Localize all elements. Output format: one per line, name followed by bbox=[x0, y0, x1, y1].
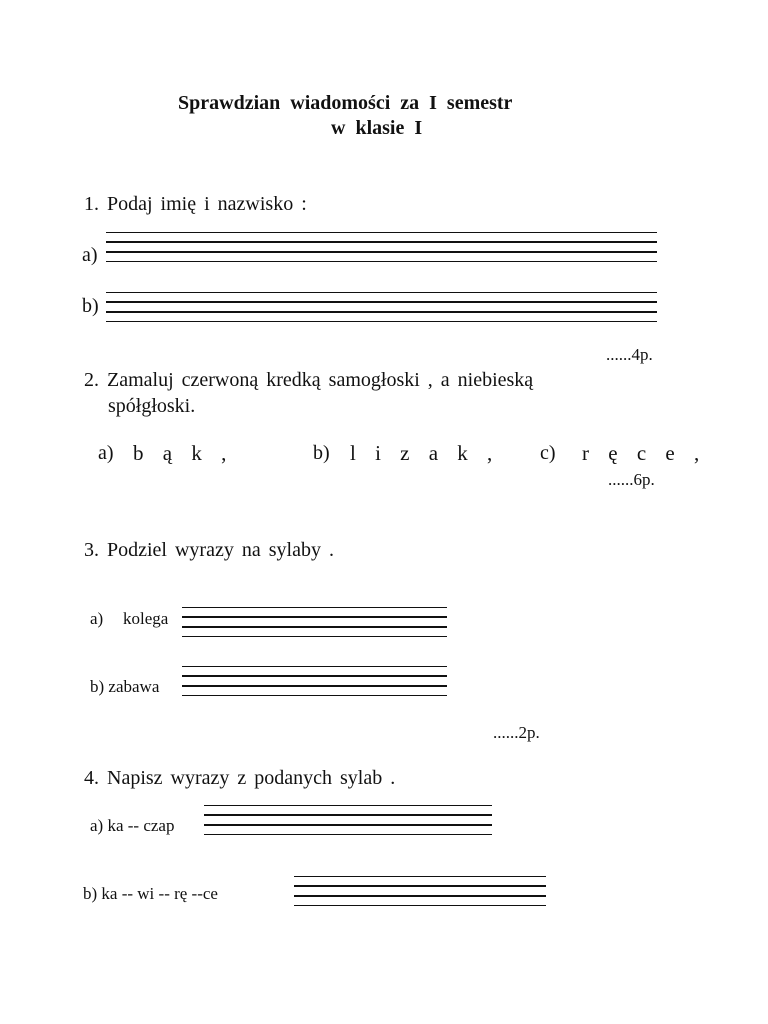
q1-label-a: a) bbox=[82, 244, 98, 266]
q2-label-a: a) bbox=[98, 442, 114, 464]
q4-label-a: a) ka -- czap bbox=[90, 816, 175, 835]
answer-lines-1b bbox=[106, 292, 657, 324]
q2-points: ......6p. bbox=[608, 470, 655, 489]
q2-word-a: b ą k , bbox=[133, 441, 234, 465]
q2-label-c: c) bbox=[540, 442, 556, 464]
question-2-text-line2: spółgłoski. bbox=[108, 395, 196, 417]
answer-lines-4b bbox=[294, 876, 546, 908]
question-2-text-line1: 2. Zamaluj czerwoną kredką samogłoski , a niebieską bbox=[84, 369, 534, 391]
question-1-text: 1. Podaj imię i nazwisko : bbox=[84, 193, 307, 215]
q3-word-a: kolega bbox=[123, 609, 169, 628]
q1-label-b: b) bbox=[82, 295, 99, 317]
q3-label-b: b) zabawa bbox=[90, 677, 160, 696]
q2-word-c: r ę c e , bbox=[582, 441, 707, 465]
q2-label-b: b) bbox=[313, 442, 330, 464]
worksheet-title-line1: Sprawdzian wiadomości za I semestr bbox=[178, 92, 513, 114]
q3-points: ......2p. bbox=[493, 723, 540, 742]
q4-label-b: b) ka -- wi -- rę --ce bbox=[83, 884, 218, 903]
q1-points: ......4p. bbox=[606, 345, 653, 364]
q3-label-a: a) bbox=[90, 609, 104, 628]
q2-word-b: l i z a k , bbox=[350, 441, 500, 465]
answer-lines-3b bbox=[182, 666, 447, 698]
answer-lines-1a bbox=[106, 232, 657, 264]
question-3-text: 3. Podziel wyrazy na sylaby . bbox=[84, 539, 334, 561]
question-4-text: 4. Napisz wyrazy z podanych sylab . bbox=[84, 767, 396, 789]
answer-lines-4a bbox=[204, 805, 492, 837]
answer-lines-3a bbox=[182, 607, 447, 639]
worksheet-title-line2: w klasie I bbox=[331, 117, 423, 139]
